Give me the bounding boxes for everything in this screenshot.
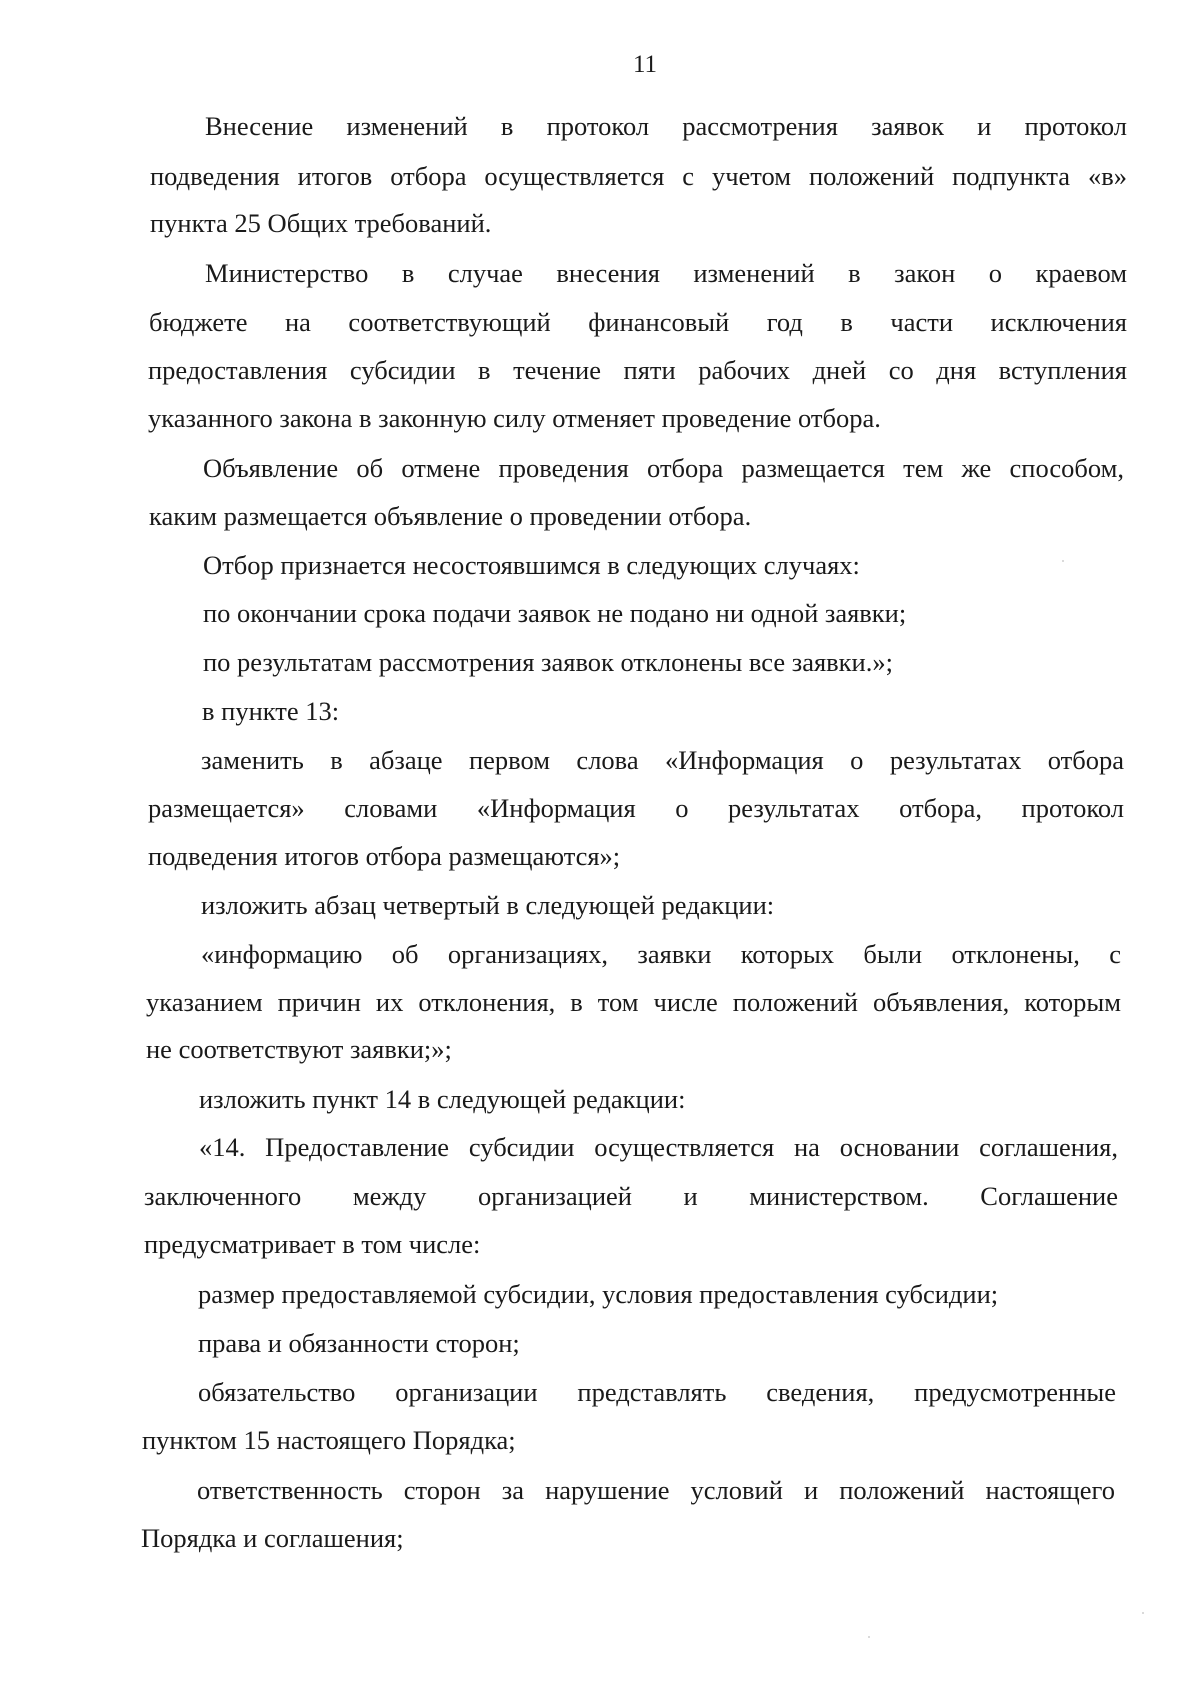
- text-line: пункта 25 Общих требований.: [150, 208, 492, 238]
- text-line: подведения итогов отбора осуществляется с учетом положений подпункта «в»: [150, 161, 1127, 191]
- scan-speck: [868, 1636, 870, 1638]
- text-line: «14. Предоставление субсидии осуществляется на основании соглашения,: [199, 1132, 1118, 1162]
- text-line: Внесение изменений в протокол рассмотрения заявок и протокол: [205, 111, 1127, 141]
- page-number: 11: [632, 51, 658, 78]
- text-line: заключенного между организацией и министерством. Соглашение: [144, 1181, 1118, 1211]
- scan-speck: [1142, 1612, 1144, 1614]
- text-line: по окончании срока подачи заявок не подано ни одной заявки;: [203, 598, 907, 628]
- text-line: по результатам рассмотрения заявок отклонены все заявки.»;: [203, 647, 893, 677]
- text-line: размещается» словами «Информация о результатах отбора, протокол: [148, 793, 1124, 823]
- text-line: заменить в абзаце первом слова «Информация о результатах отбора: [201, 745, 1124, 775]
- text-line: не соответствуют заявки;»;: [146, 1034, 452, 1064]
- scan-speck: [1062, 560, 1064, 562]
- text-line: предоставления субсидии в течение пяти рабочих дней со дня вступления: [148, 355, 1127, 385]
- text-line: размер предоставляемой субсидии, условия предоставления субсидии;: [198, 1279, 999, 1309]
- text-line: указанием причин их отклонения, в том числе положений объявления, которым: [146, 987, 1121, 1017]
- text-line: изложить абзац четвертый в следующей редакции:: [201, 890, 775, 920]
- text-line: изложить пункт 14 в следующей редакции:: [199, 1084, 686, 1114]
- text-line: в пункте 13:: [202, 696, 340, 726]
- text-line: Порядка и соглашения;: [141, 1523, 404, 1553]
- text-line: обязательство организации представлять сведения, предусмотренные: [198, 1377, 1116, 1407]
- text-line: Министерство в случае внесения изменений в закон о краевом: [205, 258, 1127, 288]
- text-line: указанного закона в законную силу отменяет проведение отбора.: [148, 403, 881, 433]
- text-line: пунктом 15 настоящего Порядка;: [142, 1425, 516, 1455]
- text-line: бюджете на соответствующий финансовый год в части исключения: [149, 307, 1127, 337]
- text-line: «информацию об организациях, заявки которых были отклонены, с: [201, 939, 1121, 969]
- text-line: каким размещается объявление о проведении отбора.: [149, 501, 752, 531]
- text-line: предусматривает в том числе:: [144, 1229, 481, 1259]
- text-line: Объявление об отмене проведения отбора размещается тем же способом,: [203, 453, 1124, 483]
- text-line: подведения итогов отбора размещаются»;: [148, 841, 621, 871]
- text-line: Отбор признается несостоявшимся в следующих случаях:: [203, 550, 860, 580]
- text-line: права и обязанности сторон;: [198, 1328, 520, 1358]
- text-line: ответственность сторон за нарушение условий и положений настоящего: [197, 1475, 1115, 1505]
